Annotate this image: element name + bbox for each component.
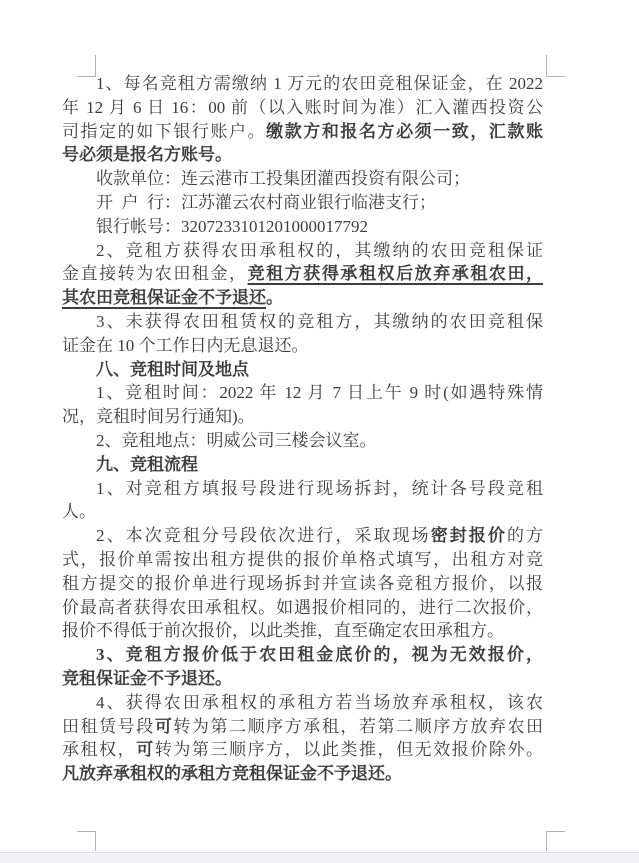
text-line <box>62 239 543 263</box>
text-run: 转为第三顺序方，以此类推，但无效报价除外。 <box>154 740 544 760</box>
text-line <box>62 715 543 739</box>
text-line <box>62 500 543 524</box>
text-run: 况，竞租时间另行通知)。 <box>62 407 255 427</box>
text-line <box>62 96 543 120</box>
text-line <box>62 524 543 548</box>
text-run: 3、竞租方报价低于农田租金底价的，视为无效报价， <box>96 645 543 665</box>
text-run: 可 <box>136 740 155 760</box>
text-run: 密封报价 <box>430 526 507 546</box>
text-run: 3、未获得农田租赁权的竞租方，其缴纳的农田竞租保 <box>96 311 543 331</box>
text-line <box>62 572 543 596</box>
margin-corner-mark-bottom-left <box>77 831 96 851</box>
text-run: 凡放弃承租权的承租方竞租保证金不予退还。 <box>62 764 402 784</box>
text-run: 开 户 行：江苏灌云农村商业银行临港支行； <box>96 192 436 212</box>
text-run: 。 <box>266 288 283 308</box>
text-line <box>62 334 543 358</box>
text-line <box>62 262 543 286</box>
text-line <box>62 405 543 429</box>
text-line <box>62 358 543 382</box>
text-line <box>62 691 543 715</box>
text-line <box>62 619 543 643</box>
text-line <box>62 72 543 96</box>
text-run: 缴款方和报名方必须一致，汇款账 <box>266 121 544 141</box>
text-line <box>62 286 543 310</box>
text-run: 承租权， <box>62 740 137 760</box>
document-body <box>62 72 543 786</box>
text-run: 其农田竞租保证金不予退还 <box>62 288 266 308</box>
text-line <box>62 762 543 786</box>
text-run: 证金在 10 个工作日内无息退还。 <box>62 335 309 355</box>
text-run: 式，报价单需按出租方提供的报价单格式填写，出租方对竞 <box>62 549 543 569</box>
text-run: 年 12 月 6 日 16：00 前（以入账时间为准）汇入灌西投资公 <box>62 97 543 117</box>
text-line <box>62 167 543 191</box>
text-line <box>62 429 543 453</box>
text-run: 司指定的如下银行账户。 <box>62 121 267 141</box>
text-line <box>62 667 543 691</box>
text-run: 号必须是报名方账号。 <box>62 145 232 165</box>
text-run: 1、每名竞租方需缴纳 1 万元的农田竞租保证金，在 2022 <box>96 74 543 93</box>
text-line <box>62 191 543 215</box>
text-run: 2、本次竞租分号段依次进行，采取现场 <box>96 526 431 546</box>
text-run: 1、对竞租方填报号段进行现场拆封，统计各号段竞租 <box>96 478 543 498</box>
text-line <box>62 215 543 239</box>
text-line <box>62 477 543 501</box>
text-run: 的方 <box>506 526 544 546</box>
text-run: 报价不得低于前次报价，以此类推，直至确定农田承租方。 <box>62 621 504 641</box>
text-run: 竞租保证金不予退还。 <box>62 668 232 688</box>
text-line <box>62 643 543 667</box>
text-line <box>62 596 543 620</box>
text-run: 租方提交的报价单进行现场拆封并宣读各竞租方报价，以报 <box>62 573 543 593</box>
margin-corner-mark-bottom-right <box>546 831 565 851</box>
margin-corner-mark-top-right <box>546 55 565 77</box>
text-line <box>62 381 543 405</box>
text-line <box>62 310 543 334</box>
text-run: 八、竞租时间及地点 <box>96 359 249 379</box>
app-edge-strip <box>0 852 639 863</box>
text-run: 转为第二顺序方承租，若第二顺序方放弃农田 <box>173 716 544 736</box>
text-line <box>62 453 543 477</box>
text-run: 人。 <box>62 502 96 522</box>
text-run: 价最高者获得农田承租权。如遇报价相同的，进行二次报价， <box>62 597 543 617</box>
text-run: 田租赁号段 <box>62 716 155 736</box>
text-run: 九、竞租流程 <box>96 454 198 474</box>
text-run: 可 <box>154 716 174 736</box>
text-run: 4、获得农田承租权的承租方若当场放弃承租权，该农 <box>96 692 543 712</box>
text-run: 2、竞租地点：明威公司三楼会议室。 <box>96 430 377 450</box>
text-run: 1、竞租时间：2022 年 12 月 7 日上午 9 时(如遇特殊情 <box>96 383 543 403</box>
text-run: 收款单位：连云港市工投集团灌西投资有限公司； <box>96 169 470 189</box>
text-run: 2、竞租方获得农田承租权的，其缴纳的农田竞租保证 <box>96 240 543 260</box>
text-line <box>62 143 543 167</box>
text-line <box>62 120 543 144</box>
text-line <box>62 738 543 762</box>
text-line <box>62 548 543 572</box>
text-run: 竞租方获得承租权后放弃承租农田， <box>247 264 544 284</box>
text-run: 银行帐号：3207233101201000017792 <box>96 216 368 236</box>
text-run: 金直接转为农田租金， <box>62 264 248 284</box>
